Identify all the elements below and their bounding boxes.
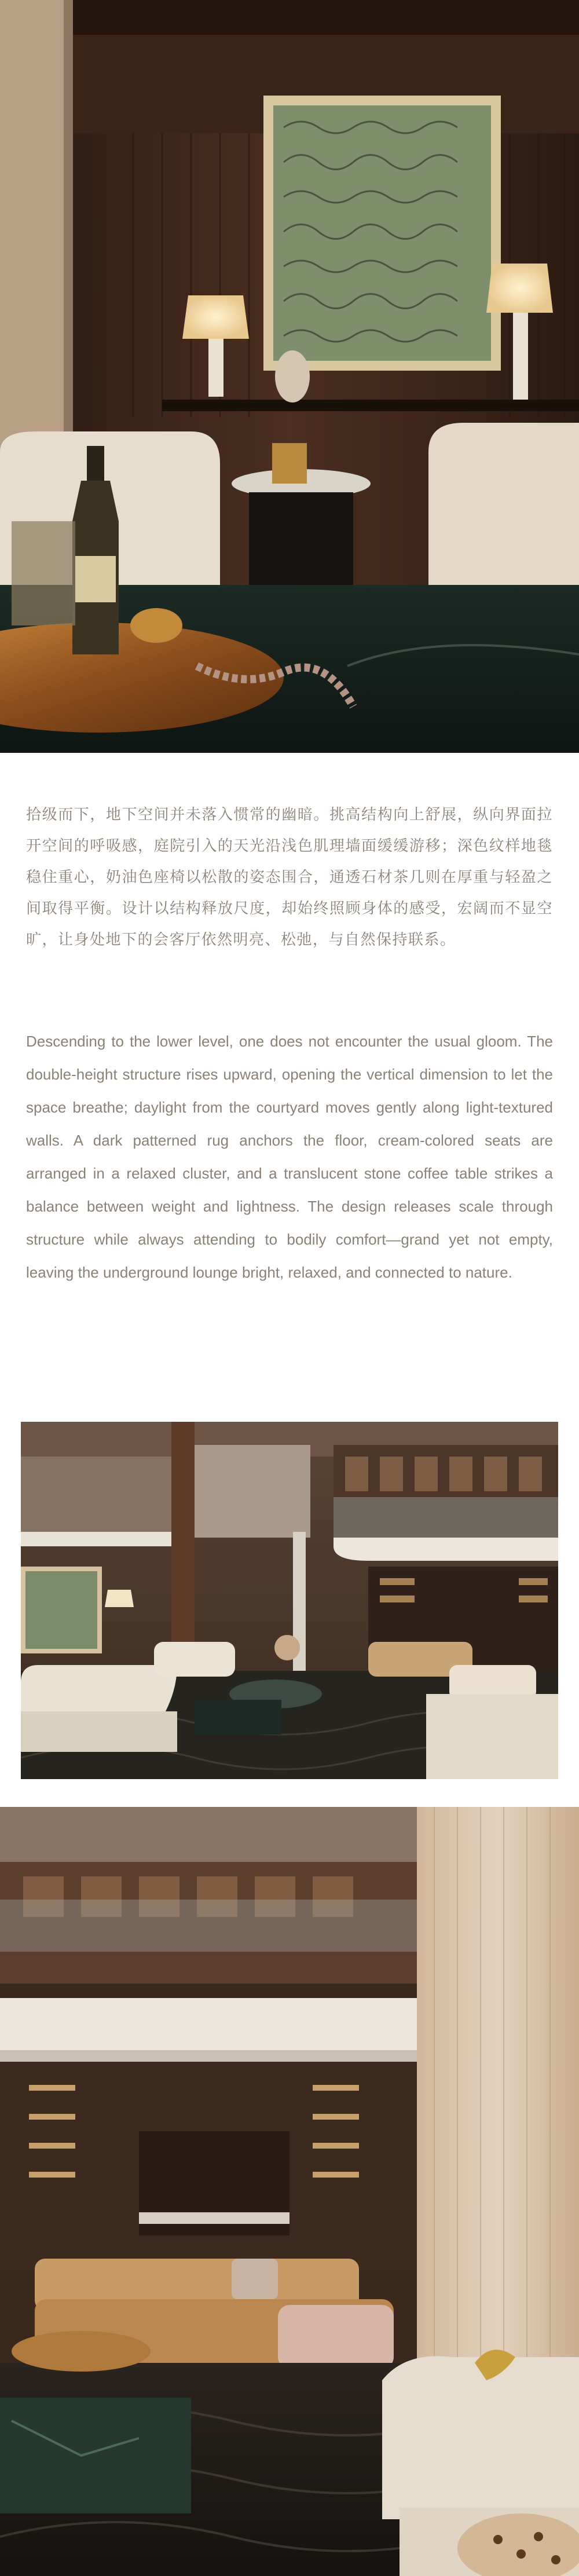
- bar-lounge-photo: [0, 1807, 579, 2576]
- double-height-lounge-photo: [21, 1422, 558, 1779]
- article-paragraph-cn: 拾级而下，地下空间并未落入惯常的幽暗。挑高结构向上舒展，纵向界面拉开空间的呼吸感，庭院引入的天光沿浅色肌理墙面缓缓游移；深色纹样地毯稳住重心，奶油色座椅以松散的姿态围合，通透石材茶几则在厚重与轻盈之间取得平衡。设计以结构释放尺度，却始终照顾身体的感受，宏阔而不显空旷，让身处地下的会客厅依然明亮、松弛，与自然保持联系。: [26, 806, 553, 949]
- article-paragraph-en: Descending to the lower level, one does not encounter the usual gloom. The double-height structure rises upward, opening the vertical dimension to let the space breathe; daylight from the courtyard moves gently along light-textured walls. A dark patterned rug anchors the floor, cream-colored seats are arranged in a relaxed cluster, and a translucent stone coffee table strikes a balance between weight and lightness. The design releases scale through structure while always attending to bodily comfort—grand yet not empty, leaving the underground lounge bright, relaxed, and connected to nature.: [26, 1033, 553, 1281]
- lounge-closeup-photo: [0, 0, 579, 753]
